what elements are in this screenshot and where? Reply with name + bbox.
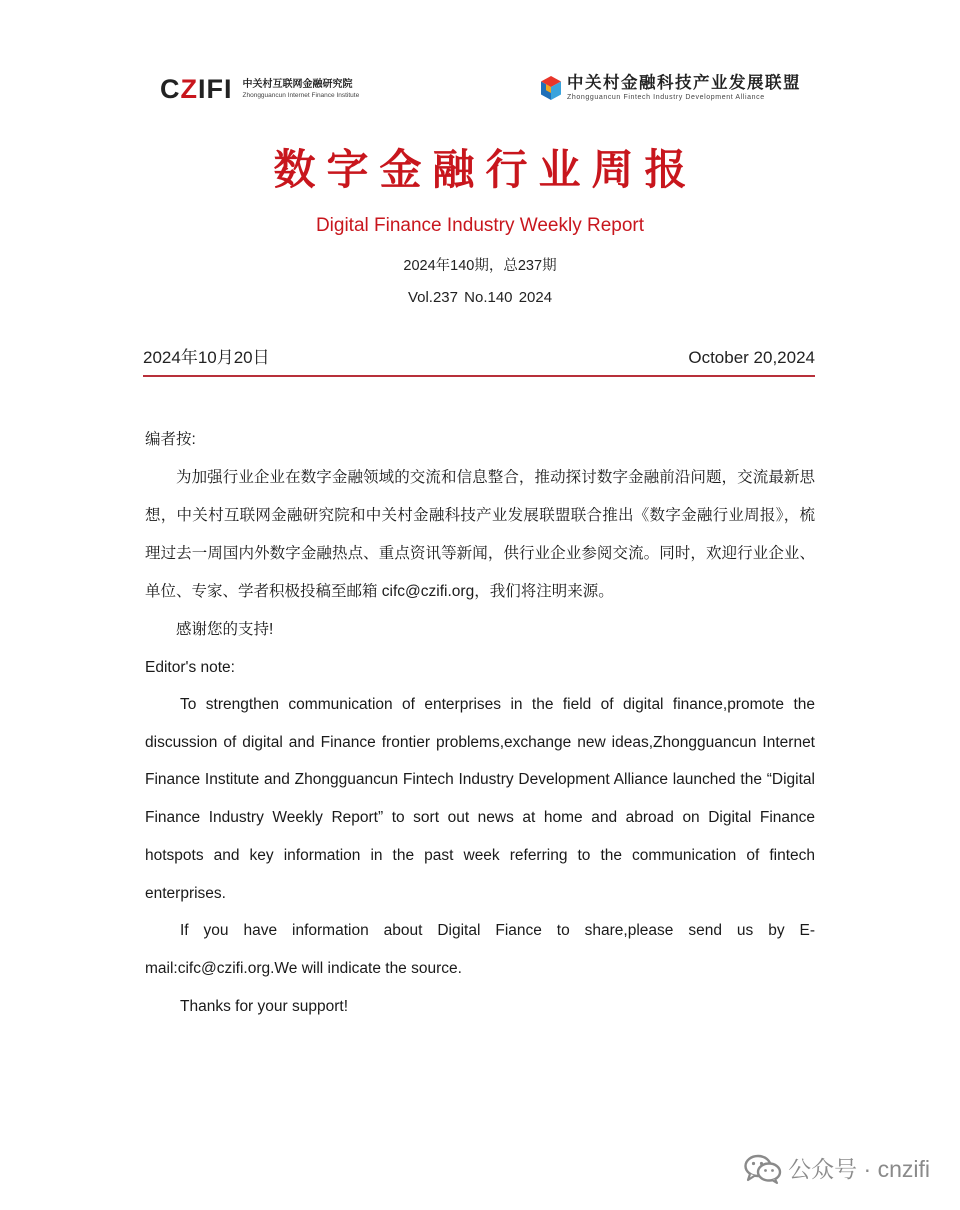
wechat-icon: [744, 1154, 782, 1184]
issue-number-en: Vol.237 No.140 2024: [407, 289, 553, 306]
hexagon-cube-logo-icon: [540, 75, 562, 101]
watermark-text: 公众号 · cnzifi: [788, 1156, 930, 1182]
czifi-logo: [160, 76, 359, 103]
editor-note-thanks-cn: 感谢您的支持!: [176, 621, 274, 638]
editor-note-heading-en: Editor's note:: [145, 659, 235, 676]
czifi-logo-mark: CZIFI: [160, 74, 233, 104]
report-title-en: Digital Finance Industry Weekly Report: [315, 215, 645, 236]
czifi-name-en: Zhongguancun Internet Finance Institute: [242, 92, 360, 99]
czifi-name-cn: 中关村互联网金融研究院: [242, 79, 353, 90]
header-divider: [143, 375, 815, 377]
issue-number-cn: 2024年140期，总237期: [403, 258, 557, 274]
report-title-cn: 数字金融行业周报: [273, 146, 698, 193]
editor-note-heading-cn: 编者按:: [145, 431, 196, 448]
editor-note-paragraph-en: To strengthen communication of enterprises in the field of digital finance,promote the discussion of digital and Finance frontier problems,exchange new ideas,Zhongguancun Internet Finance Institute and Zhongguancun Fintech Industry Development Alliance launched the “Digital Finance Industry Weekly Report” to sort out news at home and abroad on Digital Finance hotspots and key information in the past week referring to the communication of fintech enterprises.: [145, 696, 815, 902]
editor-note-paragraph-cn: 为加强行业企业在数字金融领域的交流和信息整合，推动探讨数字金融前沿问题，交流最新思想，中关村互联网金融研究院和中关村金融科技产业发展联盟联合推出《数字金融行业周报》，梳理过去一周国内外数字金融热点、重点资讯等新闻，供行业企业参阅交流。同时，欢迎行业企业、单位、专家、学者积极投稿至邮箱 cifc@czifi.org，我们将注明来源。: [145, 469, 815, 600]
editor-note-thanks-en: Thanks for your support!: [180, 998, 348, 1015]
zfida-name-en: Zhongguancun Fintech Industry Development Alliance: [567, 94, 765, 101]
date-en: October 20,2024: [688, 348, 815, 367]
wechat-watermark: [744, 1154, 930, 1184]
date-cn: 2024年10月20日: [143, 348, 270, 367]
zfida-logo: [540, 74, 801, 102]
editor-note-submission-en: If you have information about Digital Fiance to share,please send us by E-mail:cifc@czifi.org.We will indicate the source.: [145, 922, 815, 977]
zfida-name-cn: 中关村金融科技产业发展联盟: [567, 74, 801, 92]
